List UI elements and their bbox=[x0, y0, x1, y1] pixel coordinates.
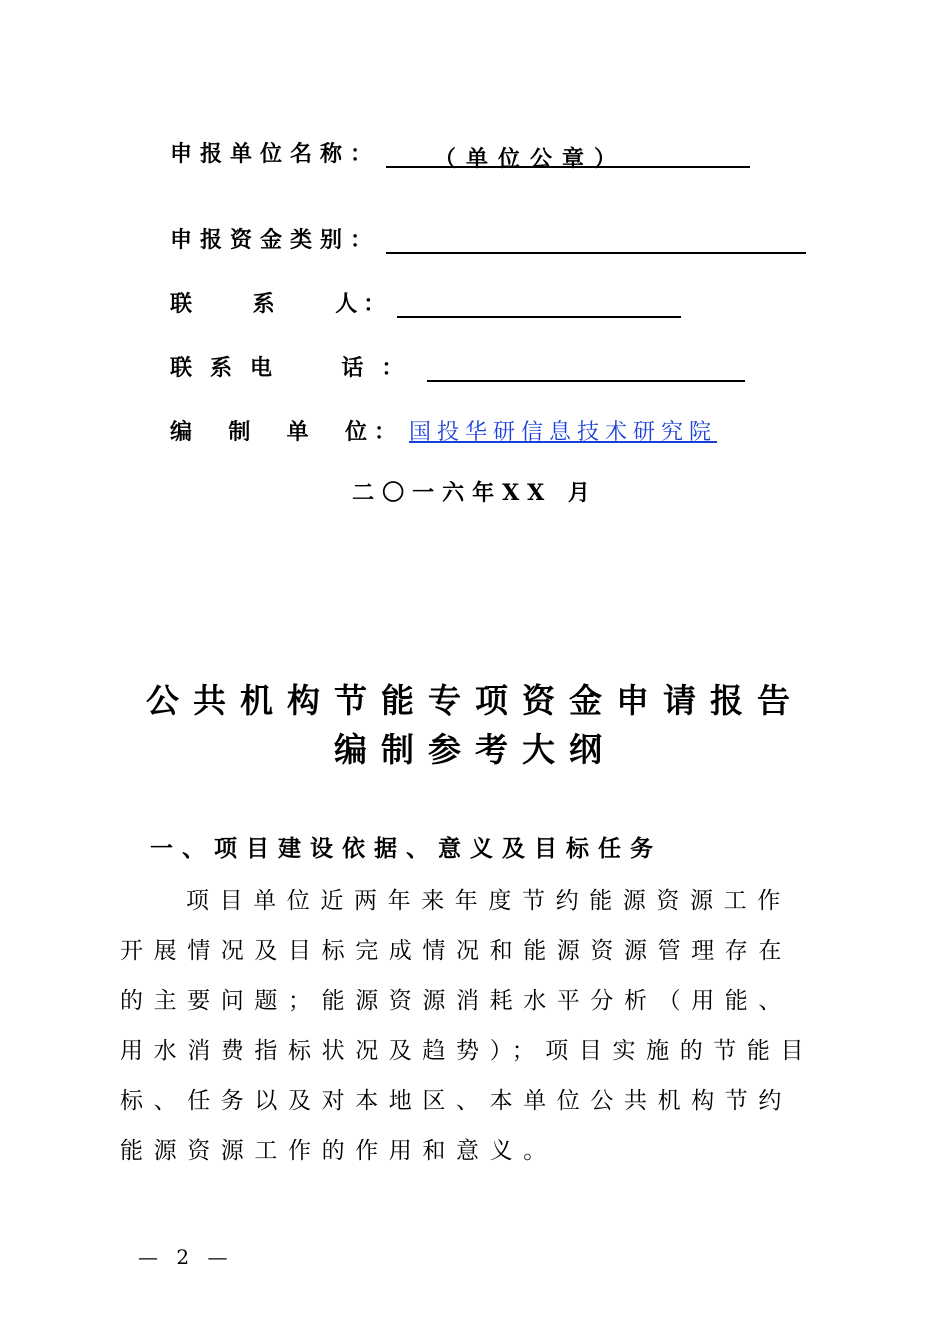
contact-row bbox=[170, 282, 681, 318]
unit-name-value: （单位公章） bbox=[434, 147, 627, 172]
fund-type-row bbox=[170, 218, 806, 254]
report-date: 二〇一六年XX 月 bbox=[352, 480, 598, 506]
unit-name-row bbox=[170, 132, 750, 172]
section-heading: 一、项目建设依据、意义及目标任务 bbox=[150, 836, 662, 862]
compiler-label: 编 制 单 位： bbox=[170, 420, 403, 445]
unit-name-field[interactable] bbox=[386, 142, 750, 172]
fund-type-field[interactable] bbox=[386, 226, 806, 254]
fund-type-label: 申报资金类别： bbox=[170, 228, 381, 253]
phone-label: 联系电 话： bbox=[170, 356, 422, 381]
page-number: — 2 — bbox=[138, 1245, 234, 1269]
phone-field[interactable] bbox=[427, 354, 745, 382]
section-paragraph: 项目单位近两年来年度节约能源资源工作开展情况及目标完成情况和能源资源管理存在的主要问题；能源资源消耗水平分析（用能、用水消费指标状况及趋势）；项目实施的节能目标、任务以及对本地区、本单位公共机构节约能源资源工作的作用和意义。 bbox=[120, 888, 815, 1164]
unit-name-label: 申报单位名称： bbox=[170, 142, 381, 167]
document-title-line1: 公共机构节能专项资金申请报告 bbox=[146, 681, 804, 720]
phone-row bbox=[170, 346, 745, 382]
compiler-link[interactable]: 国投华研信息技术研究院 bbox=[408, 420, 717, 445]
compiler-row bbox=[170, 410, 717, 446]
contact-label: 联 系 人： bbox=[170, 292, 392, 317]
document-title-line2: 编制参考大纲 bbox=[334, 730, 616, 769]
contact-field[interactable] bbox=[397, 290, 681, 318]
